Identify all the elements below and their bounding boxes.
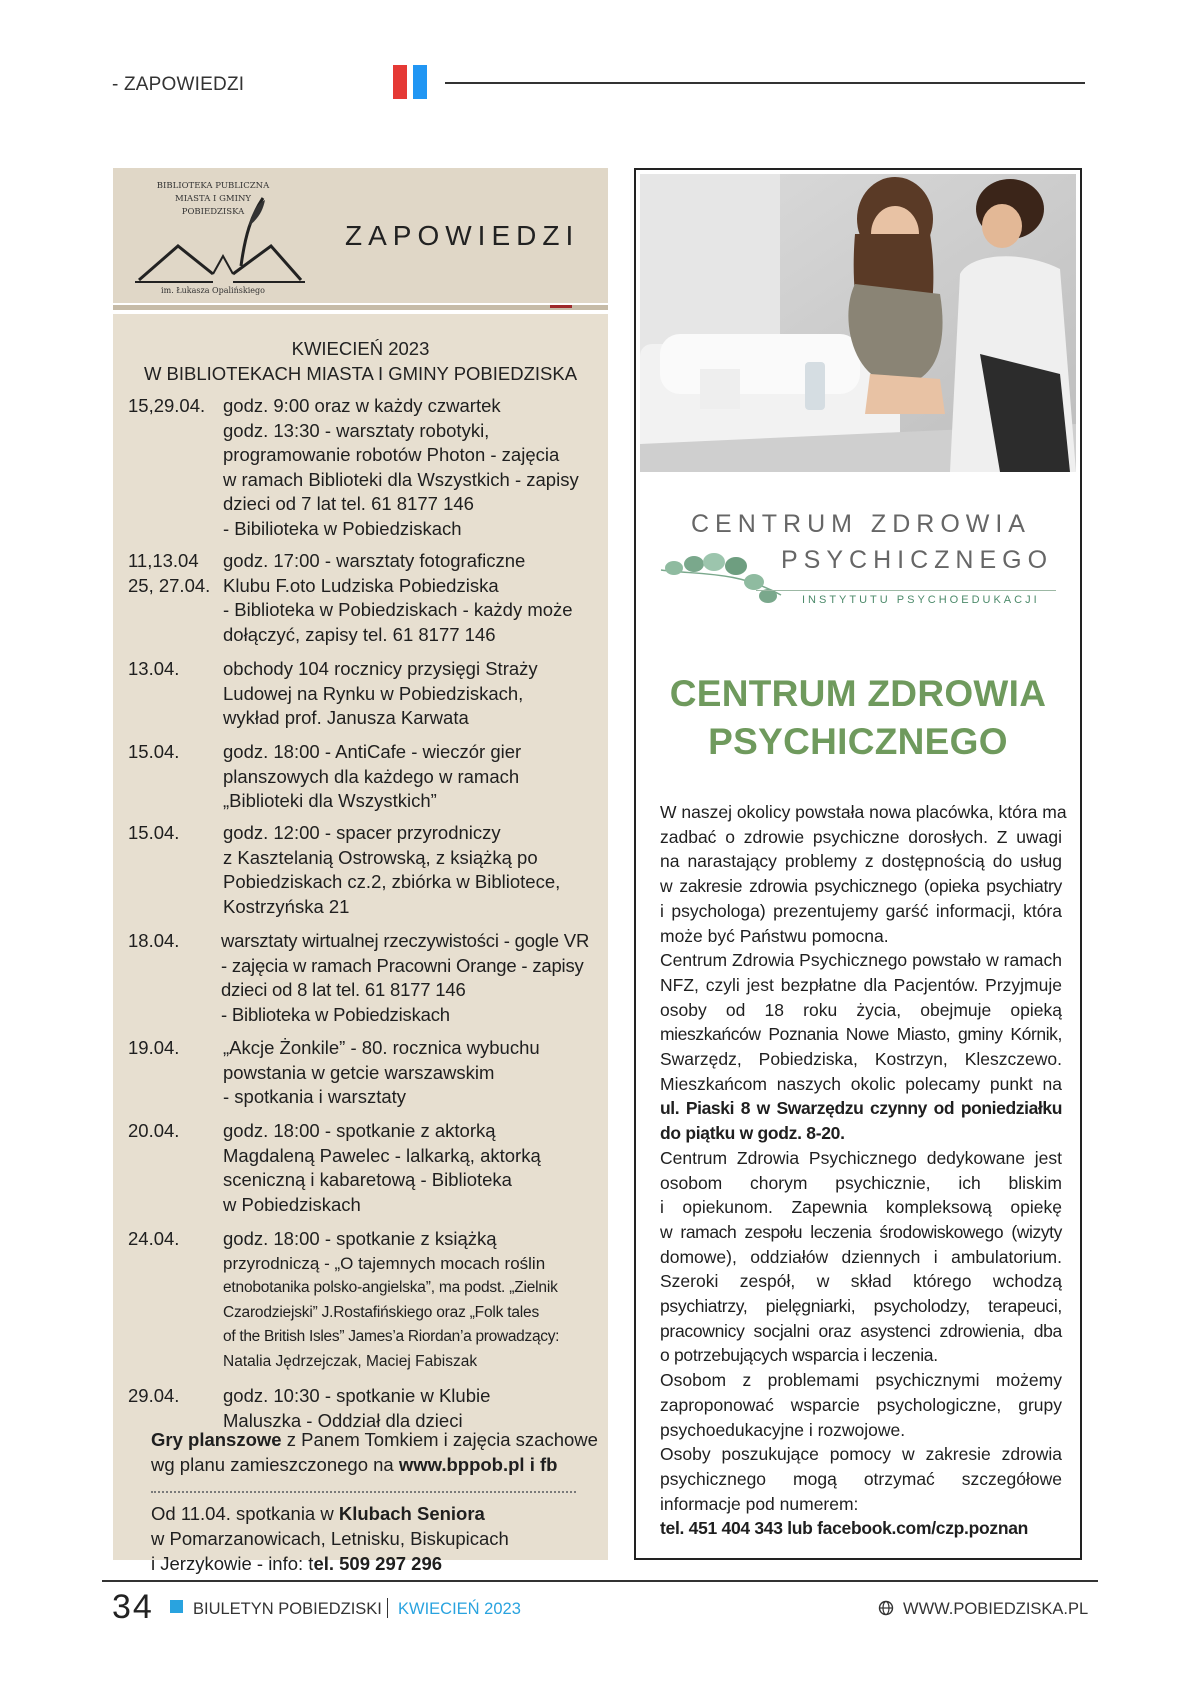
seniors-text: Od 11.04. spotkania w bbox=[151, 1503, 339, 1524]
body-line: osobom chorym psychicznie, ich bliskim bbox=[660, 1172, 1062, 1193]
body-line: informacje pod numerem: bbox=[660, 1493, 859, 1514]
header-flag-icon bbox=[393, 65, 429, 99]
event-text: z Kasztelanią Ostrowską, z książką po bbox=[223, 846, 538, 868]
event-text: przyrodniczą - „O tajemnych mocach roślin bbox=[223, 1253, 546, 1273]
header-separator bbox=[113, 305, 608, 310]
leaf-branch-icon bbox=[656, 540, 786, 610]
seniors-text: w Pomarzanowicach, Letnisku, Biskupicach bbox=[151, 1528, 509, 1549]
body-line: Mieszkańcom naszych okolic polecamy punkt na bbox=[660, 1073, 1062, 1094]
globe-icon bbox=[878, 1600, 894, 1616]
body-line: domowe), oddziałów dziennych i ambulatorium. bbox=[660, 1246, 1062, 1267]
event-text: dołączyć, zapisy tel. 61 8177 146 bbox=[223, 623, 496, 645]
logo-line-3: POBIEDZISKA bbox=[181, 207, 245, 217]
body-line: w ramach zespołu leczenia środowiskowego (wizyty bbox=[660, 1221, 1062, 1242]
footer-rule bbox=[102, 1580, 1098, 1582]
seniors-text: i Jerzykowie - info: t bbox=[151, 1553, 314, 1574]
event-text: - Biblioteka w Pobiedziskach - każdy może bbox=[223, 599, 573, 620]
body-line: i psychologa) prezentujemy garść informacji, która bbox=[660, 900, 1062, 921]
event-date: 11,13.04 bbox=[128, 550, 199, 571]
czp-logo-line-2: PSYCHICZNEGO bbox=[781, 546, 1054, 574]
event-text: powstania w getcie warszawskim bbox=[223, 1061, 495, 1083]
event-text: of the British Isles” James’a Riordan’a prowadzący: bbox=[223, 1328, 560, 1345]
body-line: W naszej okolicy powstała nowa placówka, która ma bbox=[660, 802, 1067, 822]
czp-headline bbox=[636, 670, 1080, 766]
event-text: godz. 17:00 - warsztaty fotograficzne bbox=[223, 550, 526, 571]
body-line: psychicznego mogą otrzymać szczegółowe bbox=[660, 1468, 1062, 1489]
event-text: Magdaleną Pawelec - lalkarką, aktorką bbox=[223, 1144, 541, 1166]
event-date: 13.04. bbox=[128, 658, 180, 679]
event-text: dzieci od 8 lat tel. 61 8177 146 bbox=[221, 979, 466, 1000]
event-text: w ramach Biblioteki dla Wszystkich - zapisy bbox=[223, 468, 579, 490]
event-text: - Bibilioteka w Pobiedziskach bbox=[223, 517, 462, 539]
event-date: 15,29.04. bbox=[128, 395, 206, 416]
body-line: Szeroki zespół, w skład którego wchodzą bbox=[660, 1271, 1062, 1292]
event-text: Czarodziejski” J.Rostafińskiego oraz „Folk tales bbox=[223, 1303, 540, 1321]
seniors-note bbox=[151, 1501, 591, 1576]
event-date: 20.04. bbox=[128, 1120, 180, 1141]
event-text: Ludowej na Rynku w Pobiedziskach, bbox=[223, 682, 524, 704]
logo-line-1: BIBLIOTEKA PUBLICZNA bbox=[156, 181, 270, 191]
publication-name: BIULETYN POBIEDZISKI bbox=[193, 1600, 382, 1618]
event-text: sceniczną i kabaretową - Biblioteka bbox=[223, 1169, 512, 1190]
event-text: Klubu F.oto Ludziska Pobiedziska bbox=[223, 574, 499, 596]
counseling-photo bbox=[640, 174, 1076, 472]
library-title: ZAPOWIEDZI bbox=[345, 220, 580, 251]
czp-headline-line-1: CENTRUM ZDROWIA bbox=[669, 673, 1047, 714]
body-line: Centrum Zdrowia Psychicznego dedykowane jest bbox=[660, 1147, 1062, 1168]
body-line: Osoby poszukujące pomocy w zakresie zdrowia bbox=[660, 1444, 1062, 1465]
page-number: 34 bbox=[112, 1588, 154, 1626]
event-text: dzieci od 7 lat tel. 61 8177 146 bbox=[223, 493, 474, 514]
seniors-club: Klubach Seniora bbox=[338, 1503, 485, 1524]
event-text: obchody 104 rocznicy przysięgi Straży bbox=[223, 658, 538, 679]
games-text: wg planu zamieszczonego na bbox=[151, 1453, 399, 1475]
body-line: osoby od 18 roku życia, obejmuje opieką bbox=[660, 999, 1062, 1020]
library-logo bbox=[133, 180, 313, 298]
events-heading-month: KWIECIEŃ 2023 bbox=[291, 338, 430, 359]
body-line: psychiatrzy, pielęgniarki, psycholodzy, terapeuci, bbox=[660, 1296, 1062, 1317]
event-text: planszowych dla każdego w ramach bbox=[223, 765, 520, 787]
czp-headline-line-2: PSYCHICZNEGO bbox=[708, 721, 1008, 762]
events-heading bbox=[113, 336, 608, 386]
footer-square-icon bbox=[170, 1600, 183, 1613]
website-link[interactable]: WWW.POBIEDZISKA.PL bbox=[903, 1600, 1089, 1618]
body-line: Swarzędz, Pobiedziska, Kostrzyn, Kleszczewo. bbox=[660, 1049, 1062, 1070]
body-line: i opiekunom. Zapewnia kompleksową opiekę bbox=[660, 1197, 1062, 1218]
event-date: 15.04. bbox=[128, 822, 180, 843]
event-date: 19.04. bbox=[128, 1037, 180, 1058]
event-text: Pobiedziskach cz.2, zbiórka w Bibliotece, bbox=[223, 871, 561, 892]
event-text: „Akcje Żonkile” - 80. rocznica wybuchu bbox=[223, 1037, 540, 1058]
body-line: NFZ, czyli jest bezpłatne dla Pacjentów. Przyjmuje bbox=[660, 974, 1062, 995]
event-text: godz. 18:00 - AntiCafe - wieczór gier bbox=[223, 741, 522, 762]
event-text: Natalia Jędrzejczak, Maciej Fabiszak bbox=[223, 1352, 478, 1370]
czp-logo-line-1: CENTRUM ZDROWIA bbox=[691, 510, 1031, 538]
body-line: w zakresie zdrowia psychicznego (opieka psychiatry bbox=[660, 876, 1062, 897]
games-note bbox=[151, 1428, 598, 1477]
games-text: z Panem Tomkiem i zajęcia szachowe bbox=[281, 1429, 598, 1450]
body-line: o potrzebujących wsparcia i leczenia. bbox=[660, 1345, 938, 1366]
body-line: zaproponować wsparcie psychologiczne, grupy bbox=[660, 1394, 1062, 1415]
event-date: 24.04. bbox=[128, 1228, 180, 1249]
events-heading-place: W BIBLIOTEKACH MIASTA I GMINY POBIEDZISKA bbox=[143, 363, 578, 384]
logo-line-2: MIASTA I GMINY bbox=[174, 194, 252, 204]
event-text: warsztaty wirtualnej rzeczywistości - gogle VR bbox=[221, 930, 590, 951]
event-text: godz. 10:30 - spotkanie w Klubie bbox=[223, 1385, 491, 1406]
body-line: pracownicy socjalni oraz asystenci zdrowienia, dba bbox=[660, 1320, 1062, 1341]
footer-divider bbox=[387, 1598, 388, 1618]
photo-illustration-icon bbox=[640, 174, 1076, 472]
body-line: Centrum Zdrowia Psychicznego powstało w ramach bbox=[660, 950, 1062, 971]
events-panel bbox=[113, 314, 608, 1560]
event-date: 25, 27.04. bbox=[128, 574, 211, 596]
event-text: godz. 9:00 oraz w każdy czwartek bbox=[223, 395, 501, 416]
event-text: programowanie robotów Photon - zajęcia bbox=[223, 444, 560, 465]
event-text: godz. 18:00 - spotkanie z aktorką bbox=[223, 1120, 496, 1141]
czp-logo bbox=[656, 510, 1066, 630]
body-line: Osobom z problemami psychicznymi możemy bbox=[660, 1370, 1062, 1391]
games-title: Gry planszowe bbox=[151, 1429, 282, 1450]
event-text: etnobotanika polsko-angielska”, ma podst. „Zielnik bbox=[223, 1279, 558, 1296]
issue-date: KWIECIEŃ 2023 bbox=[398, 1600, 521, 1618]
section-label: - ZAPOWIEDZI bbox=[112, 74, 245, 95]
czp-logo-line-3: INSTYTUTU PSYCHOEDUKACJI bbox=[802, 594, 1040, 606]
event-text: - Biblioteka w Pobiedziskach bbox=[221, 1003, 450, 1025]
body-line: na narastający problemy z dostępnością do usług bbox=[660, 851, 1062, 872]
event-text: - spotkania i warsztaty bbox=[223, 1086, 407, 1107]
games-link[interactable]: www.bppob.pl i fb bbox=[398, 1453, 558, 1475]
body-line: może być Państwu pomocna. bbox=[660, 925, 889, 946]
book-quill-icon bbox=[133, 196, 313, 286]
event-date: 18.04. bbox=[128, 930, 180, 951]
header-rule bbox=[445, 82, 1085, 84]
czp-ad-box bbox=[634, 168, 1082, 1560]
event-text: godz. 13:30 - warsztaty robotyki, bbox=[223, 419, 490, 441]
event-date: 29.04. bbox=[128, 1385, 180, 1406]
body-line: mieszkańców Poznania Nowe Miasto, gminy Kórnik, bbox=[660, 1024, 1062, 1045]
contact-line[interactable]: tel. 451 404 343 lub facebook.com/czp.poznan bbox=[660, 1518, 1029, 1539]
library-header bbox=[113, 168, 608, 303]
event-text: wykład prof. Janusza Karwata bbox=[223, 707, 469, 728]
dotted-divider bbox=[151, 1491, 576, 1493]
event-text: godz. 12:00 - spacer przyrodniczy bbox=[223, 822, 501, 843]
logo-rule bbox=[756, 590, 1056, 591]
event-text: - zajęcia w ramach Pracowni Orange - zapisy bbox=[221, 954, 584, 976]
event-date: 15.04. bbox=[128, 741, 180, 762]
event-text: godz. 18:00 - spotkanie z książką bbox=[223, 1228, 497, 1249]
body-line: psychoedukacyjne i rozwojowe. bbox=[660, 1419, 906, 1440]
body-line: zadbać o zdrowie psychiczne dorosłych. Z uwagi bbox=[660, 826, 1062, 847]
logo-subtitle: im. Łukasza Opalińskiego bbox=[161, 286, 265, 295]
library-events-column bbox=[113, 168, 608, 1574]
event-text: Kostrzyńska 21 bbox=[223, 895, 350, 917]
czp-body-text bbox=[660, 800, 1067, 1541]
event-text: „Biblioteki dla Wszystkich” bbox=[223, 790, 437, 811]
hours-line: do piątku w godz. 8-20. bbox=[660, 1123, 845, 1144]
event-text: w Pobiedziskach bbox=[223, 1193, 361, 1215]
address-line: ul. Piaski 8 w Swarzędzu czynny od poniedziałku bbox=[660, 1098, 1062, 1119]
event-text: Maluszka - Oddział dla dzieci bbox=[223, 1409, 463, 1431]
seniors-phone: el. 509 297 296 bbox=[313, 1553, 443, 1574]
